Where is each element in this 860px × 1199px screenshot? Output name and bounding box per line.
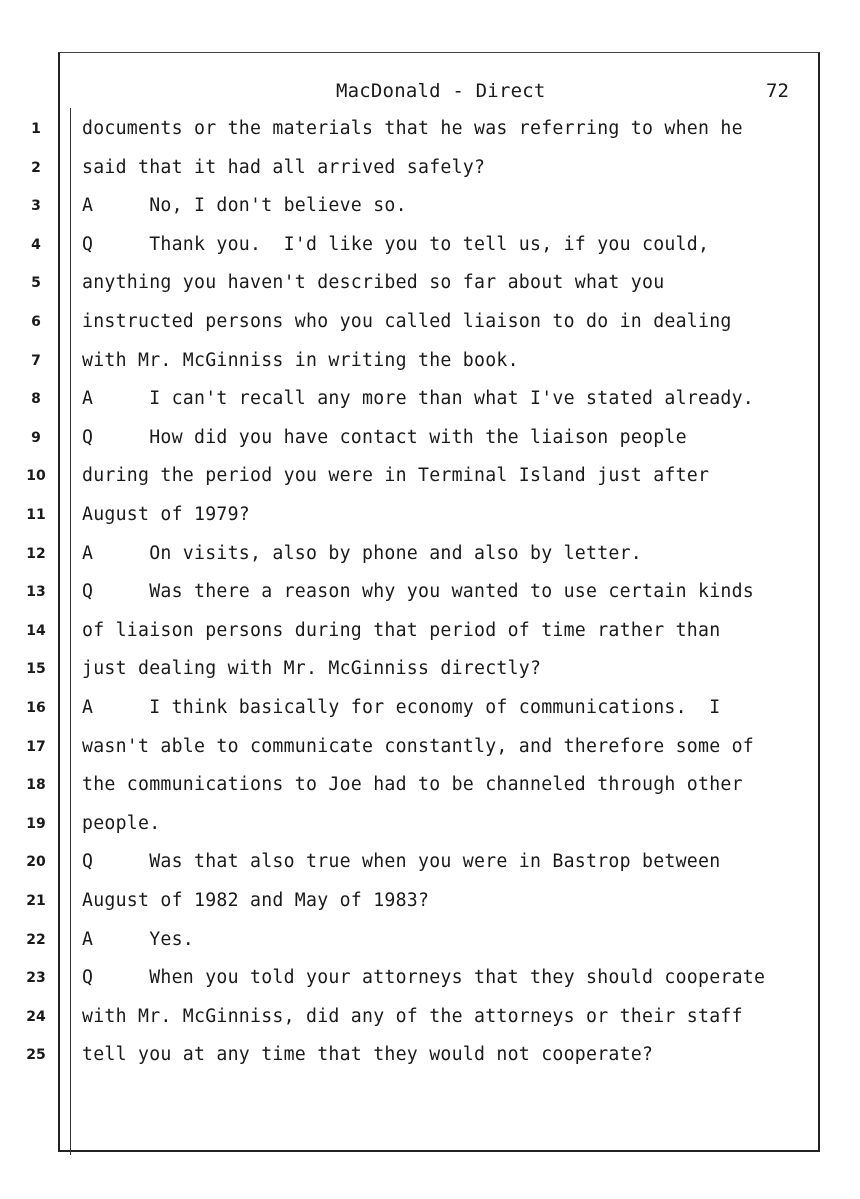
transcript-line: just dealing with Mr. McGinniss directly? bbox=[82, 658, 542, 679]
line-number: 4 bbox=[31, 237, 41, 253]
line-number: 6 bbox=[31, 314, 41, 330]
line-number: 14 bbox=[26, 623, 46, 639]
transcript-line: A Yes. bbox=[82, 929, 194, 950]
line-number: 15 bbox=[26, 661, 46, 677]
transcript-line: Q Was there a reason why you wanted to use certain kinds bbox=[82, 581, 754, 602]
line-number: 17 bbox=[26, 739, 46, 755]
transcript-line: people. bbox=[82, 813, 161, 834]
line-number: 21 bbox=[26, 893, 46, 909]
transcript-line: August of 1979? bbox=[82, 504, 250, 525]
transcript-line: Q How did you have contact with the liaison people bbox=[82, 427, 687, 448]
line-number: 18 bbox=[26, 777, 46, 793]
transcript-line: Q Thank you. I'd like you to tell us, if you could, bbox=[82, 234, 710, 255]
line-number: 2 bbox=[31, 160, 41, 176]
transcript-line: with Mr. McGinniss, did any of the attorneys or their staff bbox=[82, 1006, 743, 1027]
line-number: 5 bbox=[31, 275, 41, 291]
transcript-line: A On visits, also by phone and also by letter. bbox=[82, 543, 642, 564]
line-number: 19 bbox=[26, 816, 46, 832]
line-number: 24 bbox=[26, 1009, 46, 1025]
line-number: 11 bbox=[26, 507, 46, 523]
line-number: 12 bbox=[26, 546, 46, 562]
line-number: 13 bbox=[26, 584, 46, 600]
margin-rule bbox=[70, 108, 71, 1155]
transcript-line: Q Was that also true when you were in Bastrop between bbox=[82, 851, 721, 872]
transcript-line: of liaison persons during that period of time rather than bbox=[82, 620, 721, 641]
page-number: 72 bbox=[766, 80, 789, 102]
transcript-line: with Mr. McGinniss in writing the book. bbox=[82, 350, 519, 371]
transcript-line: A I can't recall any more than what I've stated already. bbox=[82, 388, 754, 409]
transcript-line: August of 1982 and May of 1983? bbox=[82, 890, 430, 911]
transcript-line: during the period you were in Terminal Island just after bbox=[82, 465, 710, 486]
transcript-line: A I think basically for economy of communications. I bbox=[82, 697, 721, 718]
line-number: 20 bbox=[26, 854, 46, 870]
line-number: 22 bbox=[26, 932, 46, 948]
line-number: 25 bbox=[26, 1047, 46, 1063]
line-number: 9 bbox=[31, 430, 41, 446]
line-number: 10 bbox=[26, 468, 46, 484]
transcript-line: the communications to Joe had to be channeled through other bbox=[82, 774, 743, 795]
transcript-line: Q When you told your attorneys that they should cooperate bbox=[82, 967, 766, 988]
transcript-line: said that it had all arrived safely? bbox=[82, 157, 486, 178]
line-number: 8 bbox=[31, 391, 41, 407]
page-header-title: MacDonald - Direct bbox=[336, 80, 546, 102]
line-number: 7 bbox=[31, 353, 41, 369]
transcript-line: A No, I don't believe so. bbox=[82, 195, 407, 216]
transcript-line: wasn't able to communicate constantly, and therefore some of bbox=[82, 736, 754, 757]
line-number: 3 bbox=[31, 198, 41, 214]
transcript-line: documents or the materials that he was referring to when he bbox=[82, 118, 743, 139]
transcript-line: instructed persons who you called liaison to do in dealing bbox=[82, 311, 732, 332]
transcript-line: anything you haven't described so far about what you bbox=[82, 272, 665, 293]
line-number: 1 bbox=[31, 121, 41, 137]
line-number: 23 bbox=[26, 970, 46, 986]
transcript-line: tell you at any time that they would not cooperate? bbox=[82, 1044, 654, 1065]
line-number: 16 bbox=[26, 700, 46, 716]
